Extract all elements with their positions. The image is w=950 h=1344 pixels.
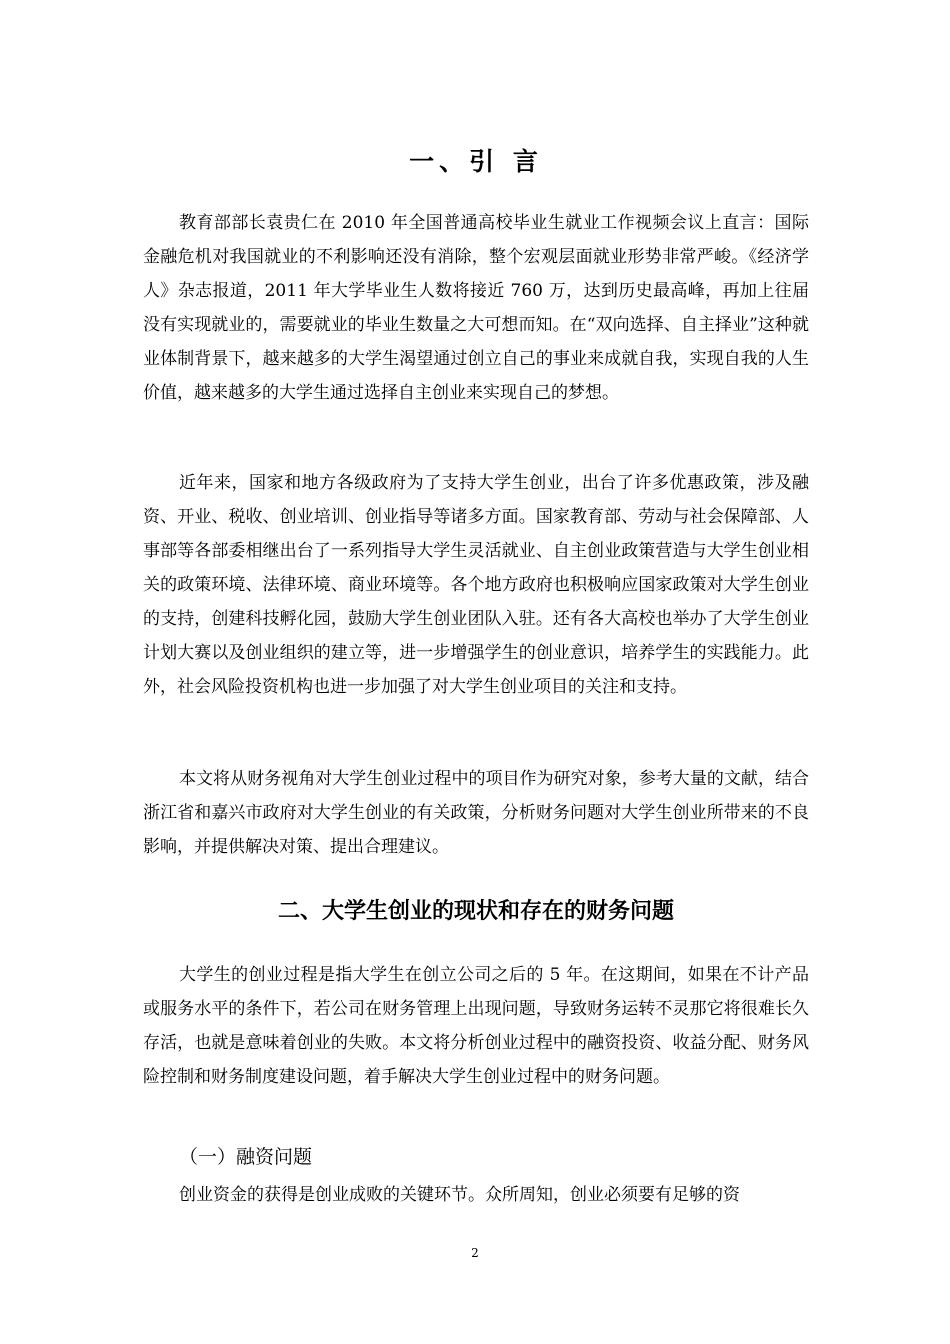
section-2-paragraph: 大学生的创业过程是指大学生在创立公司之后的 5 年。在这期间，如果在不计产品或服务水平的条件下，若公司在财务管理上出现问题，导致财务运转不灵那它将很难长久存活，也就是意味着创业的失败。本文将分析创业过程中的融资投资、收益分配、财务风险控制和财务制度建设问题，着手解决大学生创业过程中的财务问题。: [143, 965, 809, 1087]
section-1-heading: 一、引 言: [409, 147, 543, 176]
section-1-paragraph: 近年来，国家和地方各级政府为了支持大学生创业，出台了许多优惠政策，涉及融资、开业、税收、创业培训、创业指导等诸多方面。国家教育部、劳动与社会保障部、人事部等各部委相继出台了一系列指导大学生灵活就业、自主创业政策营造与大学生创业相关的政策环境、法律环境、商业环境等。各个地方政府也积极响应国家政策对大学生创业的支持，创建科技孵化园，鼓励大学生创业团队入驻。还有各大高校也举办了大学生创业计划大赛以及创业组织的建立等，进一步增强学生的创业意识，培养学生的实践能力。此外，社会风险投资机构也进一步加强了对大学生创业项目的关注和支持。: [143, 473, 809, 697]
section-1-paragraph: 本文将从财务视角对大学生创业过程中的项目作为研究对象，参考大量的文献，结合浙江省和嘉兴市政府对大学生创业的有关政策，分析财务问题对大学生创业所带来的不良影响，并提供解决对策、提出合理建议。: [143, 769, 809, 857]
section-2-heading: 二、大学生创业的现状和存在的财务问题: [277, 899, 674, 924]
subsection-1-heading: （一）融资问题: [179, 1146, 313, 1168]
subsection-1-paragraph: 创业资金的获得是创业成败的关键环节。众所周知，创业必须要有足够的资: [179, 1185, 740, 1205]
section-1-paragraph: 教育部部长袁贵仁在 2010 年全国普通高校毕业生就业工作视频会议上直言：国际金融危机对我国就业的不利影响还没有消除，整个宏观层面就业形势非常严峻。《经济学人》杂志报道，2011 年大学毕业生人数将接近 760 万，达到历史最高峰，再加上往届没有实现就业的，需要就业的毕业生数量之大可想而知。在“双向选择、自主择业”这种就业体制背景下，越来越多的大学生渴望通过创立自己的事业来成就自我，实现自我的人生价值，越来越多的大学生通过选择自主创业来实现自己的梦想。: [143, 213, 809, 403]
page-number: 2: [471, 1246, 479, 1260]
